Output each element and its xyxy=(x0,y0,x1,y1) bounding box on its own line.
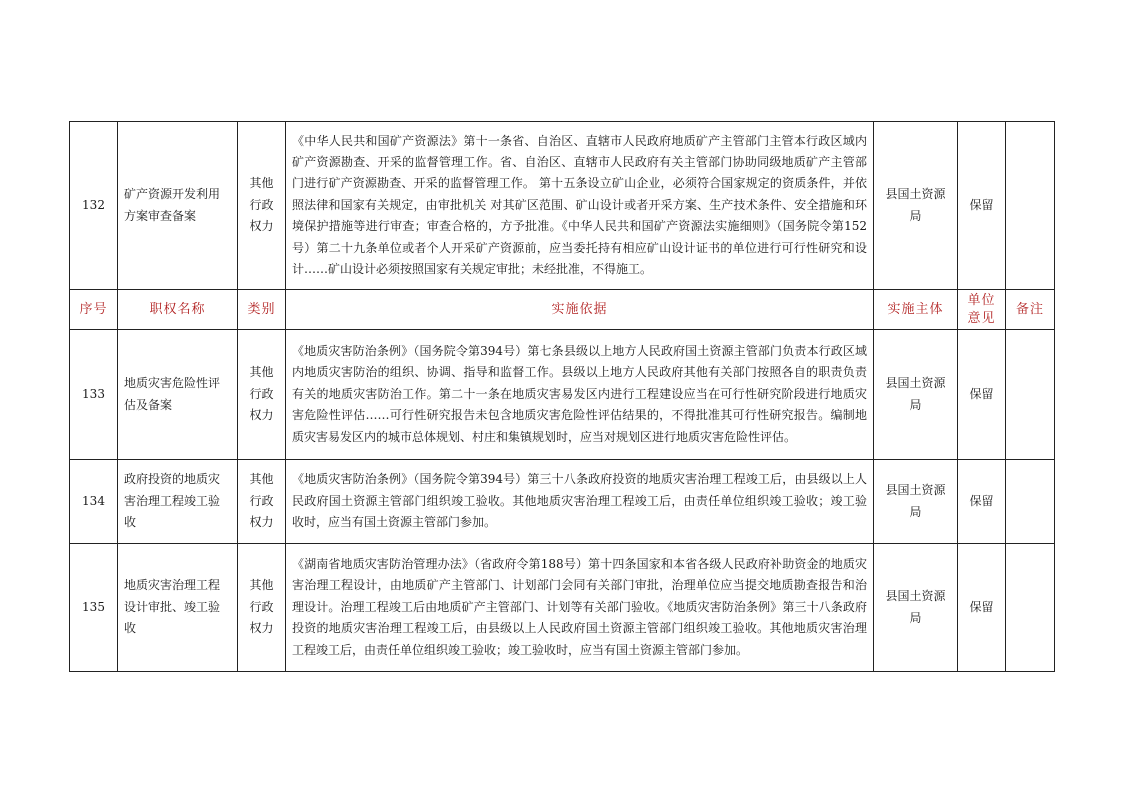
header-legal-basis: 实施依据 xyxy=(286,290,874,330)
table-row xyxy=(70,122,1055,290)
table-header-row xyxy=(70,290,1055,330)
power-type: 其他行政权力 xyxy=(238,544,286,672)
header-power-name: 职权名称 xyxy=(118,290,238,330)
table-row xyxy=(70,544,1055,672)
legal-basis: 《地质灾害防治条例》（国务院令第394号）第七条县级以上地方人民政府国土资源主管部门负责本行政区域内地质灾害防治的组织、协调、指导和监督工作。县级以上地方人民政府其他有关部门按照各自的职责负责有关的地质灾害防治工作。第二十一条在地质灾害易发区内进行工程建设应当在可行性研究阶段进行地质灾害危险性评估……可行性研究报告未包含地质灾害危险性评估结果的，不得批准其可行性研究报告。编制地质灾害易发区内的城市总体规划、村庄和集镇规划时，应当对规划区进行地质灾害危险性评估。 xyxy=(286,330,874,460)
header-implementing-body: 实施主体 xyxy=(874,290,958,330)
remark-cell xyxy=(1006,122,1055,290)
table-row xyxy=(70,460,1055,544)
row-number: 133 xyxy=(70,330,118,460)
implementing-body: 县国土资源局 xyxy=(874,330,958,460)
legal-basis: 《中华人民共和国矿产资源法》第十一条省、自治区、直辖市人民政府地质矿产主管部门主管本行政区域内矿产资源勘查、开采的监督管理工作。省、自治区、直辖市人民政府有关主管部门协助同级地质矿产主管部门进行矿产资源勘查、开采的监督管理工作。 第十五条设立矿山企业，必须符合国家规定的资质条件，并依照法律和国家有关规定，由审批机关 对其矿区范围、矿山设计或者开采方案、生产技术条件、安全措施和环境保护措施等进行审查；审查合格的，方予批准。《中华人民共和国矿产资源法实施细则》（国务院令第152号）第二十九条单位或者个人开采矿产资源前，应当委托持有相应矿山设计证书的单位进行可行性研究和设计……矿山设计必须按照国家有关规定审批；未经批准，不得施工。 xyxy=(286,122,874,290)
unit-opinion: 保留 xyxy=(958,122,1006,290)
header-unit-opinion xyxy=(958,290,1006,330)
unit-opinion: 保留 xyxy=(958,330,1006,460)
header-type: 类别 xyxy=(238,290,286,330)
row-number: 134 xyxy=(70,460,118,544)
row-number: 132 xyxy=(70,122,118,290)
row-number: 135 xyxy=(70,544,118,672)
power-name: 矿产资源开发利用方案审查备案 xyxy=(118,122,238,290)
power-type: 其他行政权力 xyxy=(238,460,286,544)
power-name: 地质灾害危险性评估及备案 xyxy=(118,330,238,460)
power-name: 政府投资的地质灾害治理工程竣工验收 xyxy=(118,460,238,544)
power-type: 其他行政权力 xyxy=(238,330,286,460)
power-name: 地质灾害治理工程设计审批、竣工验收 xyxy=(118,544,238,672)
remark-cell xyxy=(1006,460,1055,544)
power-list-table xyxy=(69,121,1055,672)
header-remark: 备注 xyxy=(1006,290,1055,330)
unit-opinion: 保留 xyxy=(958,544,1006,672)
table-row xyxy=(70,330,1055,460)
power-type: 其他行政权力 xyxy=(238,122,286,290)
unit-opinion: 保留 xyxy=(958,460,1006,544)
implementing-body: 县国土资源局 xyxy=(874,460,958,544)
header-unit-opinion-line2: 意见 xyxy=(967,310,996,326)
legal-basis: 《地质灾害防治条例》（国务院令第394号）第三十八条政府投资的地质灾害治理工程竣工后，由县级以上人民政府国土资源主管部门组织竣工验收。其他地质灾害治理工程竣工后，由责任单位组织竣工验收；竣工验收时，应当有国土资源主管部门参加。 xyxy=(286,460,874,544)
remark-cell xyxy=(1006,330,1055,460)
legal-basis: 《湖南省地质灾害防治管理办法》（省政府令第188号）第十四条国家和本省各级人民政府补助资金的地质灾害治理工程设计，由地质矿产主管部门、计划部门会同有关部门审批，治理单位应当提交地质勘查报告和治理设计。治理工程竣工后由地质矿产主管部门、计划等有关部门验收。《地质灾害防治条例》第三十八条政府投资的地质灾害治理工程竣工后，由县级以上人民政府国土资源主管部门组织竣工验收。其他地质灾害治理工程竣工后，由责任单位组织竣工验收；竣工验收时，应当有国土资源主管部门参加。 xyxy=(286,544,874,672)
implementing-body: 县国土资源局 xyxy=(874,122,958,290)
implementing-body: 县国土资源局 xyxy=(874,544,958,672)
header-unit-opinion-line1: 单位 xyxy=(967,292,996,308)
remark-cell xyxy=(1006,544,1055,672)
header-number: 序号 xyxy=(70,290,118,330)
